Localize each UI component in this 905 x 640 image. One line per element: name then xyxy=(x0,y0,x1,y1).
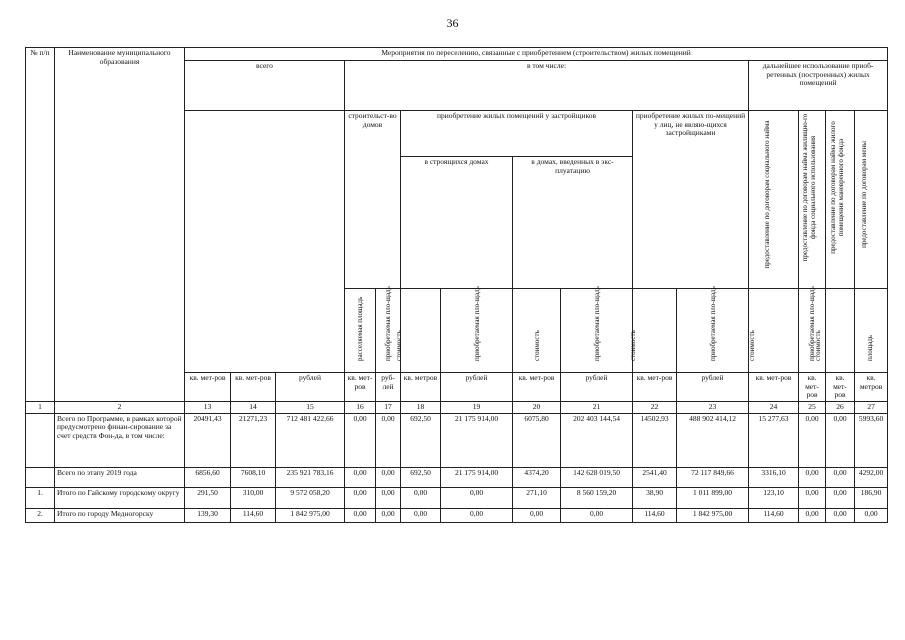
column-number: 18 xyxy=(401,401,441,413)
cell-value: 0,00 xyxy=(376,413,401,467)
under-construction-header: в строящихся домах xyxy=(401,157,513,289)
unit-label: рублей xyxy=(276,373,345,402)
acquired-area-label: приобретаемая пло-щадь xyxy=(708,286,717,362)
table-row xyxy=(26,508,888,522)
cell-value: 123,10 xyxy=(749,487,799,508)
cell-value: 1 842 975,00 xyxy=(276,508,345,522)
row-number: 1. xyxy=(26,487,55,508)
cell-value: 0,00 xyxy=(826,413,855,467)
unit-label: рублей xyxy=(561,373,633,402)
cell-value: 21271,23 xyxy=(231,413,276,467)
social-hire-header: предоставление по договорам социального найма xyxy=(749,111,799,289)
cell-value: 0,00 xyxy=(376,467,401,487)
cost-label: стоимость xyxy=(628,330,637,362)
acquired-area-label: приобретаемая пло-щадь xyxy=(472,286,481,362)
cell-value: 0,00 xyxy=(513,508,561,522)
row-name: Итого по Гайскому городскому округу xyxy=(55,487,185,508)
resettlement-table xyxy=(25,47,888,523)
cell-value: 21 175 914,00 xyxy=(441,413,513,467)
table-row xyxy=(26,413,888,467)
unit-label: рублей xyxy=(441,373,513,402)
cell-value: 271,10 xyxy=(513,487,561,508)
cell-value: 0,00 xyxy=(441,508,513,522)
cost-label: стоимость xyxy=(747,330,756,362)
unit-label: кв. мет-ров xyxy=(231,373,276,402)
cell-value: 14502,93 xyxy=(633,413,677,467)
unit-label: кв. мет-ров xyxy=(826,373,855,402)
column-numbers-row xyxy=(26,401,888,413)
cell-value: 6075,80 xyxy=(513,413,561,467)
commissioned-header: в домах, введенных в экс-плуатацию xyxy=(513,157,633,289)
cell-value: 712 481 422,66 xyxy=(276,413,345,467)
unit-label: кв. метров xyxy=(401,373,441,402)
cell-value: 0,00 xyxy=(345,508,376,522)
construction-header: строительст-во домов xyxy=(345,111,401,289)
row-number xyxy=(26,467,55,487)
row-number: 2. xyxy=(26,508,55,522)
column-number: 1 xyxy=(26,401,55,413)
including-header: в том числе: xyxy=(345,61,749,111)
table-row xyxy=(26,487,888,508)
unit-label: рублей xyxy=(677,373,749,402)
cell-value: 202 403 144,54 xyxy=(561,413,633,467)
cell-value: 2541,40 xyxy=(633,467,677,487)
cell-value: 3316,10 xyxy=(749,467,799,487)
cell-value: 0,00 xyxy=(799,467,826,487)
cost-label: стоимость xyxy=(814,330,822,362)
further-use-header: дальнейшее использование приоб-ретенных (построенных) жилых помещений xyxy=(749,61,888,111)
cell-value: 235 921 783,16 xyxy=(276,467,345,487)
cell-value: 291,50 xyxy=(185,487,231,508)
cell-value: 186,90 xyxy=(855,487,888,508)
column-number: 19 xyxy=(441,401,513,413)
unit-label: кв. мет-ров xyxy=(513,373,561,402)
cell-value: 9 572 058,20 xyxy=(276,487,345,508)
row-number xyxy=(26,413,55,467)
page-number: 36 xyxy=(446,16,459,30)
cell-value: 21 175 914,00 xyxy=(441,467,513,487)
cell-value: 114,60 xyxy=(749,508,799,522)
unit-label: кв. мет-ров xyxy=(345,373,376,402)
cell-value: 20491,43 xyxy=(185,413,231,467)
col-municipality-header: Наименование муниципального образования xyxy=(55,48,185,402)
cell-value: 4292,00 xyxy=(855,467,888,487)
cell-value: 0,00 xyxy=(799,508,826,522)
total-blank xyxy=(185,111,345,373)
unit-label: кв. мет-ров xyxy=(185,373,231,402)
column-number: 20 xyxy=(513,401,561,413)
cell-value: 72 117 849,66 xyxy=(677,467,749,487)
cell-value: 0,00 xyxy=(826,508,855,522)
maneuver-fund-header: предоставление по договорам найма жилого помещения маневренного фонда xyxy=(826,111,855,289)
cell-value: 7608,10 xyxy=(231,467,276,487)
purchase-developers-header: приобретение жилых помещений у застройщиков xyxy=(401,111,633,157)
cell-value: 6856,60 xyxy=(185,467,231,487)
cell-value: 0,00 xyxy=(345,487,376,508)
cell-value: 488 902 414,12 xyxy=(677,413,749,467)
col-no-header: № п/п xyxy=(26,48,55,402)
cell-value: 0,00 xyxy=(376,487,401,508)
column-number: 25 xyxy=(799,401,826,413)
column-number: 16 xyxy=(345,401,376,413)
column-number: 15 xyxy=(276,401,345,413)
cell-value: 1 011 899,00 xyxy=(677,487,749,508)
special-fund-header: предоставление по договорам найма жилищно-го фонда социального использования xyxy=(799,111,826,289)
cell-value: 0,00 xyxy=(799,487,826,508)
cell-value: 139,30 xyxy=(185,508,231,522)
total-header: всего xyxy=(185,61,345,111)
cell-value: 0,00 xyxy=(401,508,441,522)
column-number: 17 xyxy=(376,401,401,413)
row-name: Итого по городу Медногорску xyxy=(55,508,185,522)
cell-value: 0,00 xyxy=(561,508,633,522)
cell-value: 5993,60 xyxy=(855,413,888,467)
acquired-area-label: приобретаемая пло-щадь xyxy=(808,286,816,362)
cell-value: 692,50 xyxy=(401,413,441,467)
column-number: 13 xyxy=(185,401,231,413)
cost-label: стоимость xyxy=(532,330,541,362)
cell-value: 8 560 159,20 xyxy=(561,487,633,508)
cell-value: 0,00 xyxy=(799,413,826,467)
cell-value: 38,90 xyxy=(633,487,677,508)
cell-value: 15 277,63 xyxy=(749,413,799,467)
acquired-area-label: приобретаемая пло-щадь xyxy=(592,286,601,362)
cell-value: 0,00 xyxy=(401,487,441,508)
cell-value: 0,00 xyxy=(855,508,888,522)
table-row xyxy=(26,467,888,487)
unit-label: кв. мет-ров xyxy=(749,373,799,402)
column-number: 24 xyxy=(749,401,799,413)
column-number: 14 xyxy=(231,401,276,413)
column-number: 23 xyxy=(677,401,749,413)
cell-value: 692,50 xyxy=(401,467,441,487)
row-name: Всего по Программе, в рамках которой предусмотрено финан-сирование за счет средств Фон-да, в том числе: xyxy=(55,413,185,467)
cell-value: 1 842 975,00 xyxy=(677,508,749,522)
unit-label: кв. метров xyxy=(855,373,888,402)
cell-value: 114,60 xyxy=(633,508,677,522)
cell-value: 0,00 xyxy=(441,487,513,508)
resettled-area-label: расселяемая площадь xyxy=(356,297,364,362)
measures-header: Мероприятия по переселению, связанные с приобретением (строительством) жилых помещений xyxy=(185,48,888,61)
cell-value: 142 628 019,50 xyxy=(561,467,633,487)
column-number: 2 xyxy=(55,401,185,413)
row-name: Всего по этапу 2019 года xyxy=(55,467,185,487)
cell-value: 0,00 xyxy=(376,508,401,522)
cell-value: 0,00 xyxy=(345,467,376,487)
cell-value: 4374,20 xyxy=(513,467,561,487)
cell-value: 114,60 xyxy=(231,508,276,522)
column-number: 26 xyxy=(826,401,855,413)
cell-value: 0,00 xyxy=(345,413,376,467)
unit-label: руб-лей xyxy=(376,373,401,402)
exchange-header: предоставление по договорам мены xyxy=(855,111,888,289)
acquired-area-label: приобретаемая пло-щадь xyxy=(384,286,392,362)
cell-value: 310,00 xyxy=(231,487,276,508)
purchase-non-developers-header: приобретение жилых по-мещений у лиц, не являю-щихся застройщиками xyxy=(633,111,749,289)
unit-label: кв. мет-ров xyxy=(799,373,826,402)
column-number: 21 xyxy=(561,401,633,413)
unit-label: кв. мет-ров xyxy=(633,373,677,402)
column-number: 27 xyxy=(855,401,888,413)
area-label: площадь xyxy=(866,335,875,362)
column-number: 22 xyxy=(633,401,677,413)
cell-value: 0,00 xyxy=(826,467,855,487)
cost-label: стоимость xyxy=(394,330,403,362)
cell-value: 0,00 xyxy=(826,487,855,508)
